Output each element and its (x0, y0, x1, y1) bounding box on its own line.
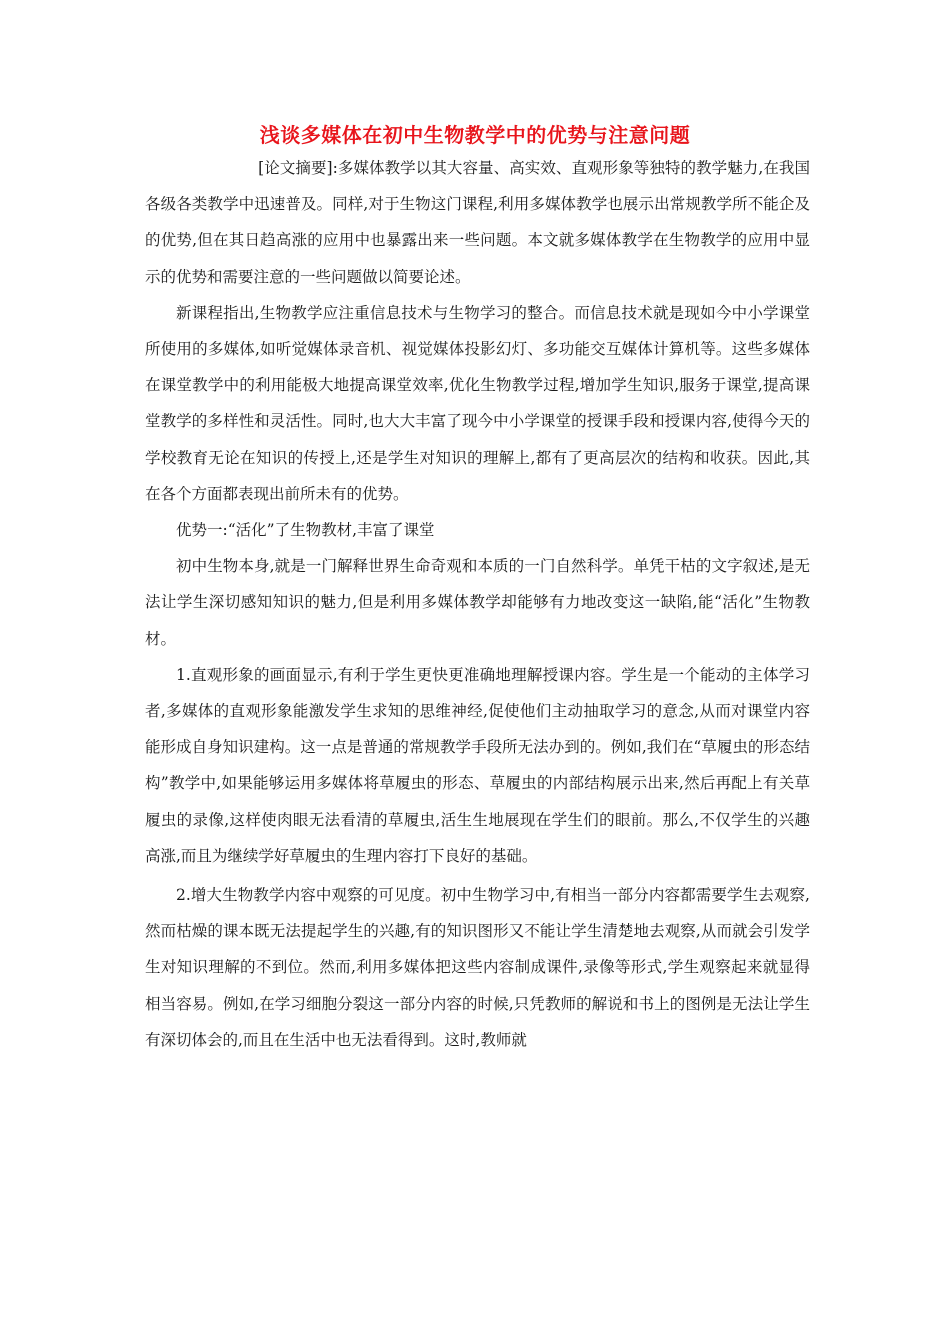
body-paragraph: 新课程指出,生物教学应注重信息技术与生物学习的整合。而信息技术就是现如今中小学课堂所使用的多媒体,如听觉媒体录音机、视觉媒体投影幻灯、多功能交互媒体计算机等。这些多媒体在课堂教学中的利用能极大地提高课堂效率,优化生物教学过程,增加学生知识,服务于课堂,提高课堂教学的多样性和灵活性。同时,也大大丰富了现今中小学课堂的授课手段和授课内容,使得今天的学校教育无论在知识的传授上,还是学生对知识的理解上,都有了更高层次的结构和收获。因此,其在各个方面都表现出前所未有的优势。 (145, 303, 810, 503)
abstract-paragraph: [论文摘要]:多媒体教学以其大容量、高实效、直观形象等独特的教学魅力,在我国各级各类教学中迅速普及。同样,对于生物这门课程,利用多媒体教学也展示出常规教学所不能企及的优势,但在其日趋高涨的应用中也暴露出来一些问题。本文就多媒体教学在生物教学的应用中显示的优势和需要注意的一些问题做以简要论述。 (145, 159, 810, 286)
section-heading: 优势一:“活化”了生物教材,丰富了课堂 (176, 521, 435, 540)
body-paragraph: 1.直观形象的画面显示,有利于学生更快更准确地理解授课内容。学生是一个能动的主体学习者,多媒体的直观形象能激发学生求知的思维神经,促使他们主动抽取学习的意念,从而对课堂内容能形成自身知识建构。这一点是普通的常规教学手段所无法办到的。例如,我们在“草履虫的形态结构”教学中,如果能够运用多媒体将草履虫的形态、草履虫的内部结构展示出来,然后再配上有关草履虫的录像,这样使肉眼无法看清的草履虫,活生生地展现在学生们的眼前。那么,不仅学生的兴趣高涨,而且为继续学好草履虫的生理内容打下良好的基础。 (145, 665, 810, 865)
body-paragraph: 初中生物本身,就是一门解释世界生命奇观和本质的一门自然科学。单凭干枯的文字叙述,是无法让学生深切感知知识的魅力,但是利用多媒体教学却能够有力地改变这一缺陷,能“活化”生物教材。 (145, 557, 810, 648)
body-paragraph: 2.增大生物教学内容中观察的可见度。初中生物学习中,有相当一部分内容都需要学生去观察,然而枯燥的课本既无法提起学生的兴趣,有的知识图形又不能让学生清楚地去观察,从而就会引发学生对知识理解的不到位。然而,利用多媒体把这些内容制成课件,录像等形式,学生观察起来就显得相当容易。例如,在学习细胞分裂这一部分内容的时候,只凭教师的解说和书上的图例是无法让学生有深切体会的,而且在生活中也无法看得到。这时,教师就 (145, 886, 810, 1049)
document-title: 浅谈多媒体在初中生物教学中的优势与注意问题 (259, 123, 691, 147)
document-body (145, 150, 810, 1058)
